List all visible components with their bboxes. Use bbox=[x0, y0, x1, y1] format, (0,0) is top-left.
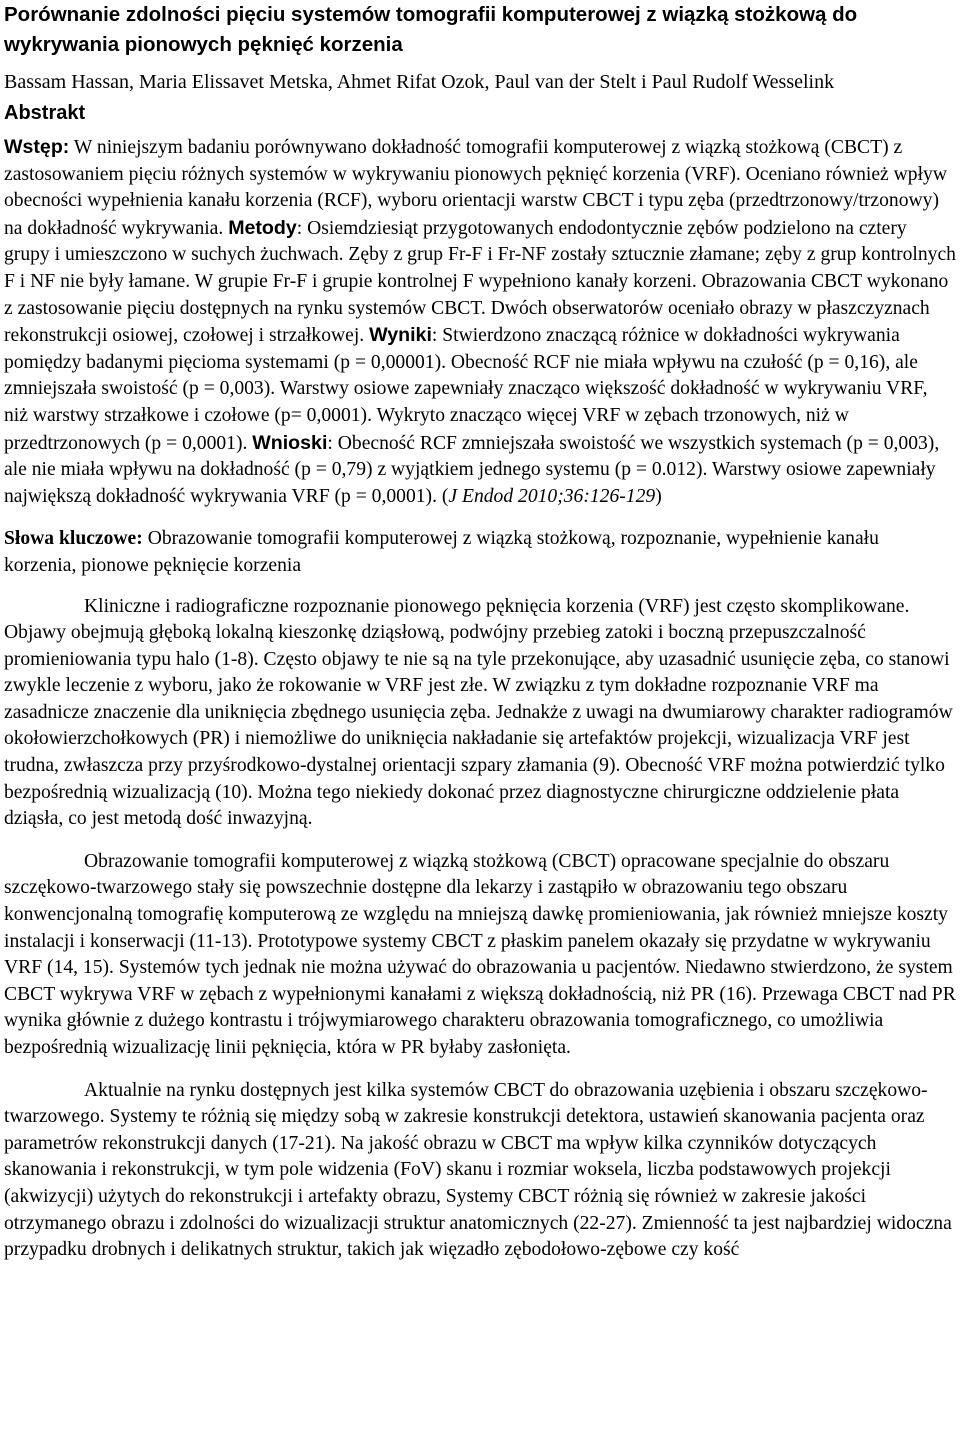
author-list: Bassam Hassan, Maria Elissavet Metska, Ahmet Rifat Ozok, Paul van der Stelt i Paul Rudolf Wesselink bbox=[4, 71, 835, 93]
article-title: Porównanie zdolności pięciu systemów tomografii komputerowej z wiązką stożkową do wykrywania pionowych pęknięć korzenia bbox=[4, 3, 858, 56]
keywords bbox=[4, 526, 956, 579]
abstract-heading: Abstrakt bbox=[4, 102, 86, 124]
keywords-label: Słowa kluczowe: bbox=[4, 528, 143, 550]
body-paragraph-2: Obrazowanie tomografii komputerowej z wiązką stożkową (CBCT) opracowane specjalnie do obszaru szczękowo-twarzowego stały się powszechnie dostępne dla lekarzy i zastąpiło w obrazowaniu tego obszaru konwencjonalną tomografię komputerową ze względu na mniejszą dawkę promieniowania, jak również mniejsze koszty instalacji i konserwacji (11-13). Prototypowe systemy CBCT z płaskim panelem okazały się przydatne w wykrywaniu VRF (14, 15). Systemów tych jednak nie można używać do obrazowania u pacjentów. Niedawno stwierdzono, że system CBCT wykrywa VRF w zębach z wypełnionymi kanałami z większą dokładnością, niż PR (16). Przewaga CBCT nad PR wynika głównie z dużego kontrastu i trójwymiarowego charakteru obrazowania tomograficznego, co umożliwia bezpośrednią wizualizację linii pęknięcia, która w PR byłaby zasłonięta. bbox=[4, 850, 956, 1058]
citation-close: ) bbox=[655, 485, 662, 507]
methods-label: Metody bbox=[228, 216, 297, 239]
body-paragraph-1: Kliniczne i radiograficzne rozpoznanie pionowego pęknięcia korzenia (VRF) jest często skomplikowane. Objawy obejmują głęboką lokalną kieszonkę dziąsłową, podwójny przebieg zatoki i boczną przepuszczalność promieniowania typu halo (1-8). Często objawy te nie są na tyle przekonujące, aby uzasadnić usunięcie zęba, co stanowi zwykle leczenie z wyboru, jako że rokowanie w VRF jest złe. W związku z tym dokładne rozpoznanie VRF ma zasadnicze znaczenie dla uniknięcia zbędnego usunięcia zęba. Jednakże z uwagi na dwumiarowy charakter radiogramów okołowierzchołkowych (PR) i niemożliwe do uniknięcia nakładanie się artefaktów projekcji, wizualizacja VRF jest trudna, zwłaszcza przy przyśrodkowo-dystalnej orientacji szpary złamania (9). Obecność VRF można potwierdzić tylko bezpośrednią wizualizacją (10). Można tego niekiedy dokonać przez diagnostyczne chirurgiczne oddzielenie płata dziąsła, co jest metodą dość inwazyjną. bbox=[4, 595, 953, 830]
abstract-text bbox=[4, 134, 956, 510]
body-paragraph-3: Aktualnie na rynku dostępnych jest kilka systemów CBCT do obrazowania uzębienia i obszaru szczękowo-twarzowego. Systemy te różnią się między sobą w zakresie konstrukcji detektora, ustawień skanowania pacjenta oraz parametrów rekonstrukcji danych (17-21). Na jakość obrazu w CBCT ma wpływ kilka czynników dotyczących skanowania i rekonstrukcji, w tym pole widzenia (FoV) skanu i rozmiar woksela, liczba podstawowych projekcji (akwizycji) użytych do rekonstrukcji i artefakty obrazu, Systemy CBCT różnią się również w zakresie jakości otrzymanego obrazu i zdolności do wizualizacji struktur anatomicznych (22-27). Zmienność ta jest najbardziej widoczna przypadku drobnych i delikatnych struktur, takich jak więzadło zębodołowo-zębowe czy kość bbox=[4, 1079, 952, 1261]
conclusions-text: : Obecność RCF zmniejszała swoistość we wszystkich systemach (p = 0,003), ale nie miała wpływu na dokładność (p = 0,79) z wyjątkiem jednego systemu (p = 0.012). Warstwy osiowe zapewniały największą dokładność wykrywania VRF (p = 0,0001). ( bbox=[4, 432, 940, 507]
article-page bbox=[4, 0, 956, 1264]
intro-text: W niniejszym badaniu porównywano dokładność tomografii komputerowej z wiązką stożkową (CBCT) z zastosowaniem pięciu różnych systemów w wykrywaniu pionowych pęknięć korzenia (VRF). Oceniano również wpływ obecności wypełnienia kanału korzenia (RCF), wyboru orientacji warstw CBCT i typu zęba (przedtrzonowy/trzonowy) na dokładność wykrywania. bbox=[4, 137, 947, 239]
journal-citation: J Endod 2010;36:126-129 bbox=[448, 485, 656, 507]
results-label: Wyniki bbox=[369, 324, 432, 347]
keywords-text: Obrazowanie tomografii komputerowej z wiązką stożkową, rozpoznanie, wypełnienie kanału korzenia, pionowe pęknięcie korzenia bbox=[4, 528, 879, 576]
results-text: : Stwierdzono znaczącą różnice w dokładności wykrywania pomiędzy badanymi pięcioma systemami (p = 0,00001). Obecność RCF nie miała wpływu na czułość (p = 0,16), ale zmniejszała swoistość (p = 0,003). Warstwy osiowe zapewniały znacząco większość dokładność w wykrywaniu VRF, niż warstwy strzałkowe i czołowe (p= 0,0001). Wykryto znacząco więcej VRF w zębach trzonowych, niż w przedtrzonowych (p = 0,0001). bbox=[4, 325, 928, 454]
conclusions-label: Wnioski bbox=[252, 431, 328, 454]
intro-label: Wstęp: bbox=[4, 136, 70, 158]
methods-text: : Osiemdziesiąt przygotowanych endodontycznie zębów podzielono na cztery grupy i umieszczono w suchych żuchwach. Zęby z grup Fr-F i Fr-NF zostały sztucznie złamane; zęby z grup kontrolnych F i NF nie były łamane. W grupie Fr-F i grupie kontrolnej F wypełniono kanały korzeni. Obrazowania CBCT wykonano z zastosowanie pięciu dostępnych na rynku systemów CBCT. Dwóch obserwatorów oceniało obrazy w płaszczyznach rekonstrukcji osiowej, czołowej i strzałkowej. bbox=[4, 217, 956, 347]
